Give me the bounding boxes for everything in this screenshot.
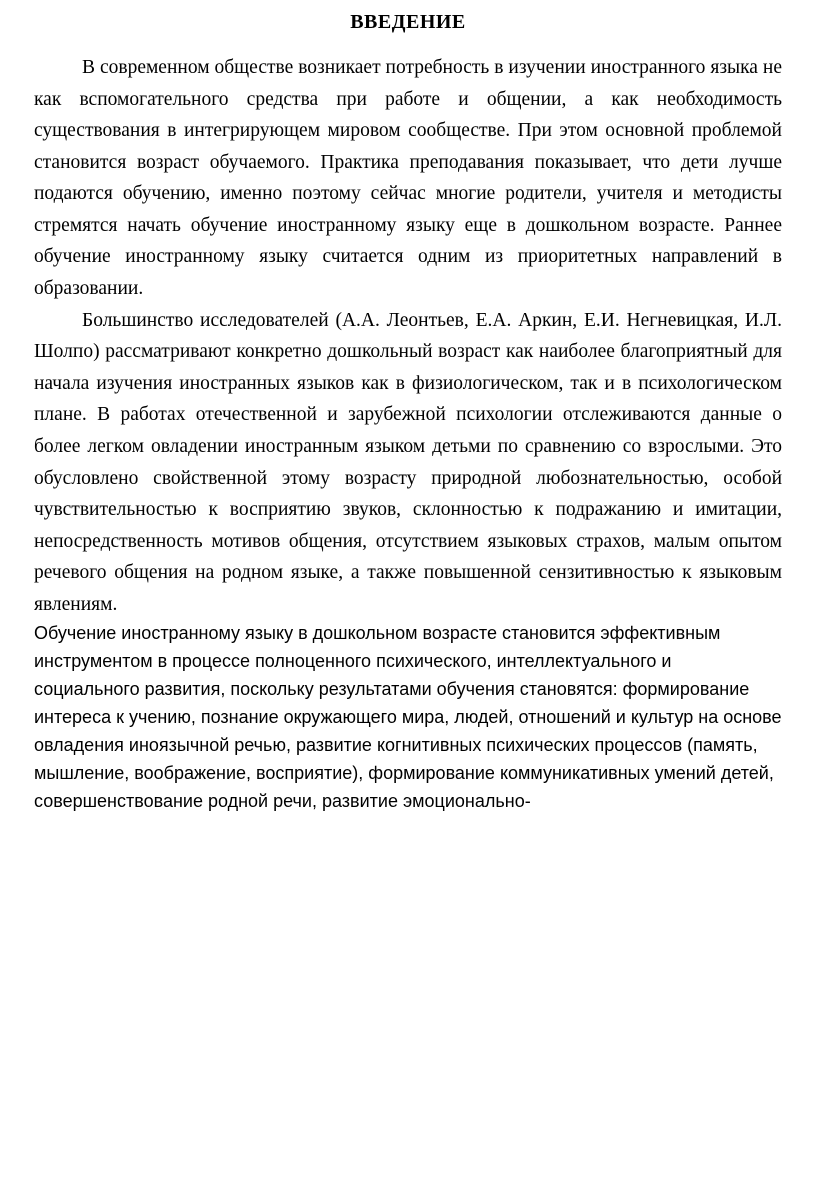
paragraph-1: В современном обществе возникает потребность в изучении иностранного языка не как вспомогательного средства при работе и общении, а как необходимость существования в интегрирующем мировом сообществе. При этом основной проблемой становится возраст обучаемого. Практика преподавания показывает, что дети лучше подаются обучению, именно поэтому сейчас многие родители, учителя и методисты стремятся начать обучение иностранному языку еще в дошкольном возрасте. Раннее обучение иностранному языку считается одним из приоритетных направлений в образовании. [34, 57, 782, 300]
page-title: ВВЕДЕНИЕ [350, 11, 466, 33]
paragraph-3: Обучение иностранному языку в дошкольном возрасте становится эффективным инструментом в процессе полноценного психического, интеллектуального и социального развития, поскольку результатами обучения становятся: формирование интереса к учению, познание окружающего мира, людей, отношений и культур на основе овладения иноязычной речью, развитие когнитивных психических процессов (память, мышление, воображение, восприятие), формирование коммуникативных умений детей, совершенствование родной речи, развитие эмоционально- [34, 623, 782, 811]
paragraph-2: Большинство исследователей (А.А. Леонтьев, Е.А. Аркин, Е.И. Негневицкая, И.Л. Шолпо) рассматривают конкретно дошкольный возраст как наиболее благоприятный для начала изучения иностранных языков как в физиологическом, так и в психологическом плане. В работах отечественной и зарубежной психологии отслеживаются данные о более легком овладении иностранным языком детьми по сравнению со взрослыми. Это обусловлено свойственной этому возрасту природной любознательностью, особой чувствительностью к восприятию звуков, склонностью к подражанию и имитации, непосредственность мотивов общения, отсутствием языковых страхов, малым опытом речевого общения на родном языке, а также повышенной сензитивностью к языковым явлениям. [34, 309, 782, 615]
